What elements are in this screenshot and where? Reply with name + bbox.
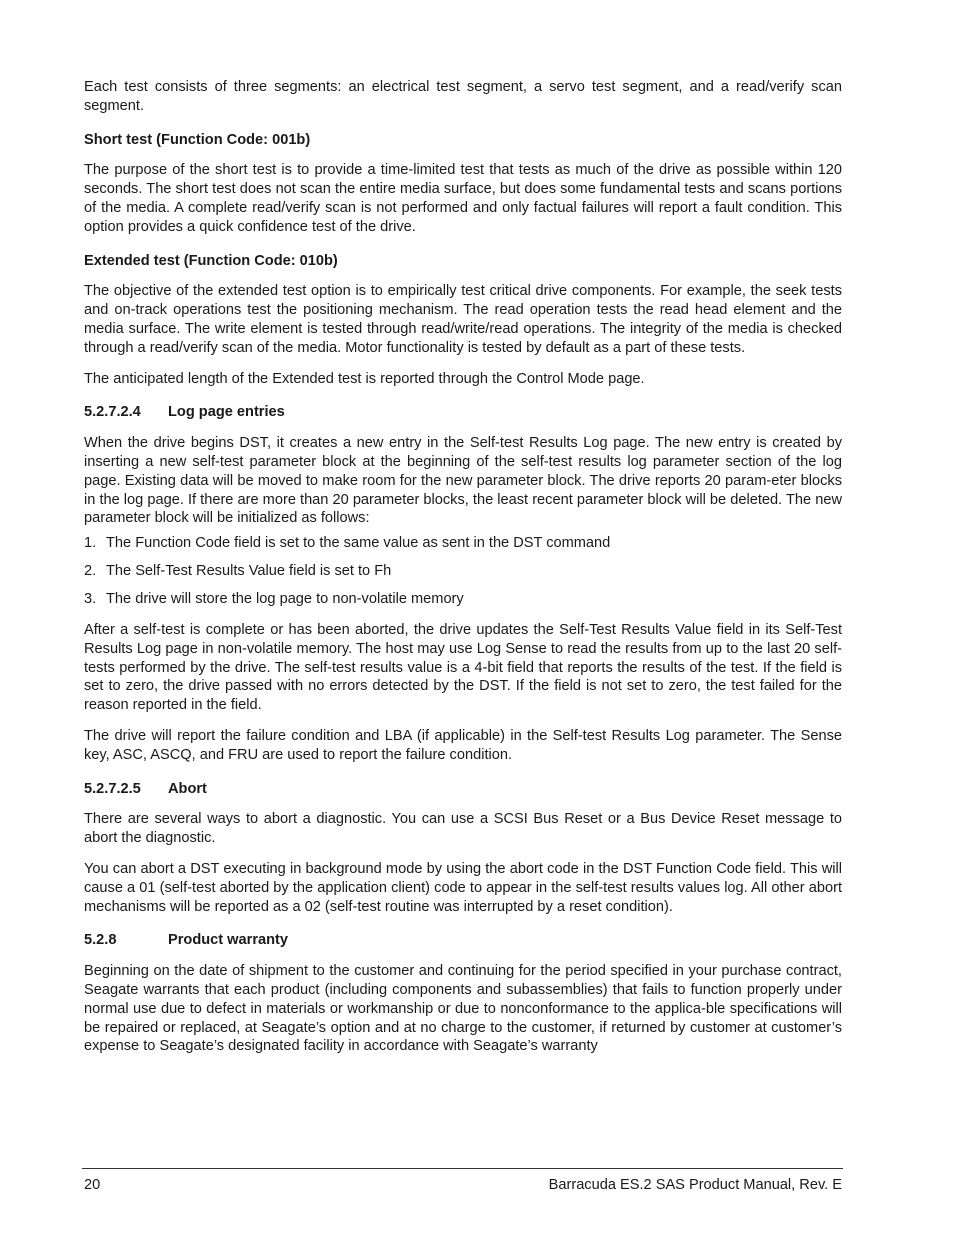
page-number: 20 (84, 1177, 101, 1193)
log-page-section-heading (84, 403, 842, 422)
page-footer (84, 1176, 842, 1194)
list-item: 2. The Self-Test Results Value field is set to Fh (84, 563, 392, 580)
warranty-section-heading (84, 931, 842, 950)
extended-test-heading: Extended test (Function Code: 010b) (84, 252, 338, 269)
document-title: Barracuda ES.2 SAS Product Manual, Rev. E (548, 1177, 842, 1193)
initialization-list (84, 534, 842, 609)
extended-test-length-paragraph: The anticipated length of the Extended test is reported through the Control Mode page. (84, 370, 645, 387)
section-number: 5.2.7.2.4 (84, 404, 141, 421)
intro-paragraph: Each test consists of three segments: an electrical test segment, a servo test segment, and a read/verify scan segment. (84, 79, 842, 114)
warranty-paragraph: Beginning on the date of shipment to the customer and continuing for the period specified in your purchase contract, Seagate warrants that each product (including components and subassemblies) that fails to function properly under normal use due to defect in materials or workmanship or due to nonconformance to the applica-ble specifications will be repaired or replaced, at Seagate’s option and at no charge to the customer, if returned by customer at customer’s expense to Seagate’s designated facility in accordance with Seagate’s warranty (84, 963, 842, 1055)
failure-condition-paragraph: The drive will report the failure condition and LBA (if applicable) in the Self-test Results Log parameter. The Sense key, ASC, ASCQ, and FRU are used to report the failure condition. (84, 728, 842, 763)
footer-divider (82, 1168, 843, 1169)
self-test-results-paragraph: After a self-test is complete or has been aborted, the drive updates the Self-Test Results Value field in its Self-Test Results Log page in non-volatile memory. The host may use Log Sense to read the results from up to the last 20 self-tests performed by the drive. The self-test results value is a 4-bit field that reports the results of the test. If the field is set to zero, the drive passed with no errors detected by the DST. If the field is not set to zero, the test failed for the reason reported in the field. (84, 622, 842, 714)
short-test-paragraph: The purpose of the short test is to provide a time-limited test that tests as much of the drive as possible within 120 seconds. The short test does not scan the entire media surface, but does some fundamental tests and scans portions of the media. A complete read/verify scan is not performed and only factual failures will report a fault condition. This option provides a quick confidence test of the drive. (84, 162, 842, 235)
abort-paragraph-2: You can abort a DST executing in background mode by using the abort code in the DST Function Code field. This will cause a 01 (self-test aborted by the application client) code to appear in the self-test results values log. All other abort mechanisms will be reported as a 02 (self-test routine was interrupted by a reset condition). (84, 861, 842, 915)
extended-test-paragraph: The objective of the extended test option is to empirically test critical drive components. For example, the seek tests and on-track operations test the positioning mechanism. The read operation tests the read head element and the media surface. The write element is tested through read/write/read operations. The integrity of the media is checked through a read/verify scan of the media. Motor functionality is tested by default as a part of these tests. (84, 283, 842, 356)
section-title: Abort (168, 780, 207, 797)
document-page (84, 78, 842, 1056)
section-title: Log page entries (168, 404, 285, 421)
short-test-heading: Short test (Function Code: 001b) (84, 131, 311, 148)
log-page-paragraph: When the drive begins DST, it creates a new entry in the Self-test Results Log page. The new entry is created by inserting a new self-test parameter block at the beginning of the self-test results log parameter section of the log page. Existing data will be moved to make room for the new parameter block. The drive reports 20 param-eter blocks in the log page. If there are more than 20 parameter blocks, the least recent parameter block will be deleted. The new parameter block will be initialized as follows: (84, 435, 842, 527)
section-title: Product warranty (168, 932, 289, 949)
list-item: 1. The Function Code field is set to the same value as sent in the DST command (84, 535, 611, 552)
list-item: 3. The drive will store the log page to non-volatile memory (84, 591, 464, 608)
section-number: 5.2.7.2.5 (84, 780, 141, 797)
abort-paragraph-1: There are several ways to abort a diagnostic. You can use a SCSI Bus Reset or a Bus Device Reset message to abort the diagnostic. (84, 811, 842, 847)
abort-section-heading (84, 780, 842, 799)
section-number: 5.2.8 (84, 932, 117, 949)
